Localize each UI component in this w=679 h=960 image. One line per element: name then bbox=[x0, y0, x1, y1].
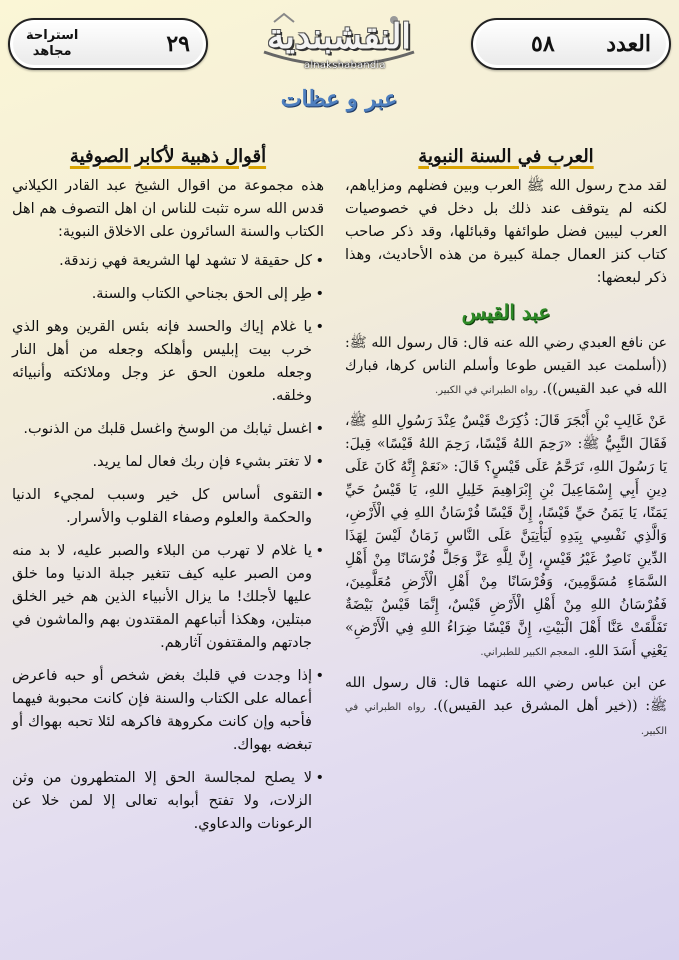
section-label bbox=[26, 28, 78, 60]
section-label-line1: استراحة bbox=[26, 28, 79, 43]
hadith-1-source: رواه الطبراني في الكبير. bbox=[435, 385, 538, 396]
sayings-list bbox=[12, 250, 324, 836]
left-column-intro: هذه مجموعة من اقوال الشيخ عبد القادر الكيلاني قدس الله سره تثبت للناس ان اهل التصوف هم اهل الكتاب والسنة السائرون على الاخلاق النبوية: bbox=[12, 178, 324, 240]
saying-item: • كل حقيقة لا تشهد لها الشريعة فهي زندقة. bbox=[12, 250, 324, 273]
issue-label: العدد bbox=[606, 31, 651, 57]
saying-item: • لا يصلح لمجالسة الحق إلا المتطهرون من وثن الزلات، ولا تفتح أبوابه تعالى إلا لمن خلا عن الرعونات والدعاوي. bbox=[12, 767, 324, 836]
section-label-line2: مجاهد bbox=[32, 44, 72, 59]
saying-item: • إذا وجدت في قلبك بغض شخص أو حبه فاعرض أعماله على الكتاب والسنة فإن كانت محبوبة فيهما فأحبه وإن كانت مكروهة فاكرهه لئلا تحبه بهواك أو تبغضه بهواك. bbox=[12, 665, 324, 757]
page-number: ٢٩ bbox=[166, 31, 190, 57]
subtitle-abd-alqays: عبد القيس bbox=[461, 300, 551, 324]
saying-item: • يا غلام لا تهرب من البلاء والصبر عليه، لا بد منه ومن الصبر عليه كيف تتغير جبلة الدنيا وما خلق عليها لأجلك! ما يزال الأنبياء الذين هم خير الخلق مبتلين، وهكذا أتباعهم المقتدون بهم والماشون في جادتهم والمقتفون آثارهم. bbox=[12, 540, 324, 655]
hadith-1-text: عن نافع العبدي رضي الله عنه قال: قال رسول الله ﷺ: ((أسلمت عبد القيس طوعا وأسلم الناس كرها، فبارك الله في عبد القيس)). bbox=[345, 335, 667, 397]
section-banner: عبر و عظات bbox=[280, 86, 398, 112]
hadith-3-source: رواه الطبراني في الكبير. bbox=[345, 702, 667, 737]
issue-number: ٥٨ bbox=[531, 31, 555, 57]
saying-item: • لا تغتر بشيء فإن ربك فعال لما يريد. bbox=[12, 451, 324, 474]
left-column-title: أقوال ذهبية لأكابر الصوفية bbox=[69, 146, 267, 167]
page-header bbox=[8, 8, 671, 80]
page-badge bbox=[8, 18, 208, 70]
hadith-2-source: المعجم الكبير للطبراني. bbox=[480, 647, 580, 658]
right-column-intro: لقد مدح رسول الله ﷺ العرب وبين فضلهم ومزاياهم، لكنه لم يتوقف عند ذلك بل دخل في خصوصيات العرب ليبين فضل طوائفها وقبائلها، وقد ذكر صاحب كتاب كنز العمال جملة كبيرة من هذه الأحاديث، وهذا ذكر لبعضها: bbox=[345, 178, 667, 286]
hadith-3 bbox=[345, 672, 667, 743]
left-column bbox=[12, 146, 324, 846]
saying-item: • التقوى أساس كل خير وسبب لمجيء الدنيا والحكمة والعلوم وصفاء القلوب والأسرار. bbox=[12, 484, 324, 530]
saying-item: • يا غلام إياك والحسد فإنه بئس القرين وهو الذي خرب بيت إبليس وأهلكه وجعله من أهل النار وجعله ملعون الحق عز وجل وملائكته وأنبيائه وخلقه. bbox=[12, 316, 324, 408]
logo-title: النقشبندية bbox=[267, 17, 411, 57]
hadith-2-text: عَنْ غَالِبِ بْنِ أَبْجَرَ قَالَ: ذُكِرَتْ قَيْسٌ عِنْدَ رَسُولِ اللهِ ﷺ، فَقَالَ النَّبِيُّ ﷺ: «رَحِمَ اللهُ قَيْسًا، رَحِمَ اللهُ قَيْسًا» قِيلَ: يَا رَسُولَ اللهِ، تَرَحَّمُ عَلَى قَيْسٍ؟ قَالَ: «نَعَمْ إِنَّهُ كَانَ عَلَى دِينِ أَبِي إِسْمَاعِيلَ بْنِ إِبْرَاهِيمَ خَلِيلِ اللهِ، يَا قَيْسُ حَيِّ يَمَنًا، يَا يَمَنُ حَيِّ قَيْسًا، إِنَّ قَيْسًا فُرْسَانُ اللهِ فِي الْأَرْضِ، وَالَّذِي نَفْسِي بِيَدِهِ لَيَأْتِيَنَّ عَلَى النَّاسِ زَمَانٌ لَيْسَ لِهَذَا الدِّينِ نَاصِرٌ غَيْرُ قَيْسٍ، إِنَّ لِلَّهِ عَزَّ وَجَلَّ فُرْسَانًا مِنْ أَهْلِ السَّمَاءِ مُسَوَّمِينَ، وَفُرْسَانًا مِنْ أَهْلِ الْأَرْضِ مُعَلَّمِينَ، فَفُرْسَانُ اللهِ مِنْ أَهْلِ الْأَرْضِ قَيْسٌ، إِنَّمَا قَيْسٌ بَيْضَةٌ تَفَلَّقَتْ عَنَّا أَهْلَ الْبَيْتِ، إِنَّ قَيْسًا ضِرَاءُ اللهِ فِي الْأَرْضِ» يَعْنِي أَسَدَ اللهِ. bbox=[345, 413, 667, 659]
magazine-logo bbox=[244, 8, 434, 80]
right-column-title: العرب في السنة النبوية bbox=[418, 146, 594, 167]
saying-item: • اغسل ثيابك من الوسخ واغسل قلبك من الذنوب. bbox=[12, 418, 324, 441]
logo-subtitle: alnakshabandia bbox=[304, 60, 386, 71]
right-column bbox=[345, 146, 667, 751]
hadith-2 bbox=[345, 410, 667, 664]
hadith-1 bbox=[345, 332, 667, 402]
hadith-3-text: عن ابن عباس رضي الله عنهما قال: قال رسول الله ﷺ: ((خير أهل المشرق عبد القيس)). bbox=[345, 675, 668, 714]
issue-badge bbox=[471, 18, 671, 70]
saying-item: • طِر إلى الحق بجناحي الكتاب والسنة. bbox=[12, 283, 324, 306]
